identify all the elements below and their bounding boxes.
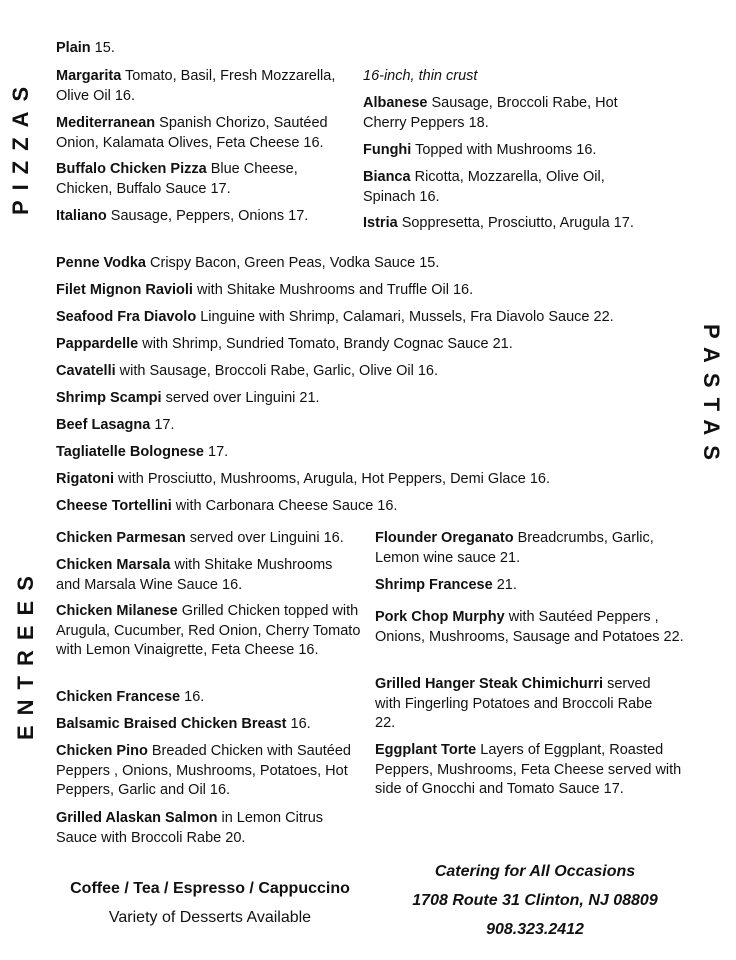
item-name: Eggplant Torte	[375, 742, 477, 758]
item-desc: served with Fingerling Potatoes and Broccoli Rabe 22.	[375, 676, 653, 731]
item-name: Margarita	[56, 68, 122, 84]
item-desc: 17.	[150, 417, 175, 433]
menu-item	[56, 497, 676, 517]
item-name: Buffalo Chicken Pizza	[56, 161, 207, 177]
item-name: Funghi	[363, 142, 412, 158]
menu-item	[56, 160, 311, 199]
item-desc: with Sautéed Peppers , Onions, Mushrooms, Sausage and Potatoes 22.	[375, 609, 684, 645]
item-desc: Linguine with Shrimp, Calamari, Mussels, Fra Diavolo Sauce 22.	[196, 309, 614, 325]
menu-item	[375, 608, 685, 647]
item-name: Chicken Milanese	[56, 603, 178, 619]
item-name: Grilled Alaskan Salmon	[56, 810, 218, 826]
menu-item	[56, 688, 366, 708]
pizza-size-note: 16-inch, thin crust	[363, 68, 478, 84]
item-name: Shrimp Francese	[375, 577, 493, 593]
item-desc: with Prosciutto, Mushrooms, Arugula, Hot Peppers, Demi Glace 16.	[114, 471, 550, 487]
item-name: Beef Lasagna	[56, 417, 151, 433]
item-desc: 16.	[180, 689, 205, 705]
menu-item	[363, 141, 663, 161]
catering-line: Catering for All Occasions	[434, 863, 636, 880]
footer-beverages	[40, 874, 380, 932]
item-name: Tagliatelle Bolognese	[56, 444, 204, 460]
item-desc: 17.	[204, 444, 229, 460]
item-name: Mediterranean	[56, 115, 156, 131]
item-desc: with Carbonara Cheese Sauce 16.	[171, 498, 398, 514]
menu-item	[56, 443, 676, 463]
item-name: Pappardelle	[56, 336, 139, 352]
menu-item	[56, 470, 676, 490]
item-desc: 16.	[286, 716, 311, 732]
item-name: Chicken Parmesan	[56, 530, 186, 546]
menu-item	[375, 675, 675, 734]
item-name: Albanese	[363, 95, 428, 111]
item-desc: Grilled Chicken topped with Arugula, Cucumber, Red Onion, Cherry Tomato with Lemon Vinaigrette, Feta Cheese 16.	[56, 603, 361, 658]
item-name: Pork Chop Murphy	[375, 609, 505, 625]
menu-item	[56, 281, 676, 301]
footer-contact	[380, 857, 690, 944]
desserts-line: Variety of Desserts Available	[108, 909, 312, 926]
item-name: Istria	[363, 215, 398, 231]
item-desc: Breadcrumbs, Garlic, Lemon wine sauce 21.	[375, 530, 654, 566]
item-name: Chicken Marsala	[56, 557, 171, 573]
item-desc: Sausage, Peppers, Onions 17.	[106, 208, 309, 224]
item-desc: with Shitake Mushrooms and Truffle Oil 16.	[192, 282, 474, 298]
phone-line: 908.323.2412	[486, 921, 584, 938]
item-name: Rigatoni	[56, 471, 114, 487]
item-name: Filet Mignon Ravioli	[56, 282, 193, 298]
menu-item	[56, 39, 356, 59]
item-desc: Ricotta, Mozzarella, Olive Oil, Spinach 16.	[363, 169, 605, 205]
menu-item	[56, 809, 346, 848]
item-name: Flounder Oreganato	[375, 530, 514, 546]
item-name: Italiano	[56, 208, 107, 224]
item-name: Plain	[56, 40, 91, 56]
item-name: Penne Vodka	[56, 255, 146, 271]
item-desc: Layers of Eggplant, Roasted Peppers, Mushrooms, Feta Cheese served with side of Gnocchi and Tomato Sauce 17.	[375, 742, 682, 797]
section-label-entrees: ENTREES	[13, 566, 38, 740]
item-name: Shrimp Scampi	[56, 390, 162, 406]
section-label-pastas: PASTAS	[699, 324, 724, 470]
menu-item	[56, 389, 676, 409]
item-name: Cavatelli	[56, 363, 116, 379]
menu-item	[375, 529, 695, 568]
menu-item	[56, 254, 676, 274]
item-desc: served over Linguini 21.	[161, 390, 320, 406]
menu-item	[56, 556, 356, 595]
item-name: Balsamic Braised Chicken Breast	[56, 716, 287, 732]
item-name: Chicken Pino	[56, 743, 148, 759]
menu-item	[363, 94, 653, 133]
item-desc: in Lemon Citrus Sauce with Broccoli Rabe 20.	[56, 810, 324, 846]
menu-item	[56, 207, 356, 227]
item-desc: Spanish Chorizo, Sautéed Onion, Kalamata Olives, Feta Cheese 16.	[56, 115, 328, 151]
item-desc: Topped with Mushrooms 16.	[411, 142, 597, 158]
item-name: Seafood Fra Diavolo	[56, 309, 197, 325]
menu-item	[363, 214, 683, 234]
menu-item	[375, 741, 695, 800]
item-desc: Tomato, Basil, Fresh Mozzarella, Olive Oil 16.	[56, 68, 336, 104]
menu-item	[56, 114, 351, 153]
menu-item	[56, 362, 676, 382]
item-desc: Blue Cheese, Chicken, Buffalo Sauce 17.	[56, 161, 298, 197]
menu-item	[56, 715, 366, 735]
item-name: Cheese Tortellini	[56, 498, 172, 514]
item-desc: with Sausage, Broccoli Rabe, Garlic, Olive Oil 16.	[115, 363, 439, 379]
menu-item	[56, 308, 686, 328]
menu-item	[56, 335, 676, 355]
section-label-pizzas: PIZZAS	[8, 76, 33, 215]
menu-item	[56, 416, 676, 436]
item-desc: with Shrimp, Sundried Tomato, Brandy Cognac Sauce 21.	[138, 336, 513, 352]
item-desc: 15.	[90, 40, 115, 56]
item-desc: served over Linguini 16.	[185, 530, 344, 546]
item-desc: Sausage, Broccoli Rabe, Hot Cherry Peppers 18.	[363, 95, 618, 131]
menu-item	[56, 529, 366, 549]
menu-item	[56, 742, 368, 801]
drinks-line: Coffee / Tea / Espresso / Cappuccino	[70, 880, 350, 897]
item-name: Bianca	[363, 169, 411, 185]
item-desc: Soppresetta, Prosciutto, Arugula 17.	[397, 215, 634, 231]
item-desc: with Shitake Mushrooms and Marsala Wine Sauce 16.	[56, 557, 333, 593]
item-desc: 21.	[492, 577, 517, 593]
address-line: 1708 Route 31 Clinton, NJ 08809	[412, 892, 658, 909]
item-desc: Crispy Bacon, Green Peas, Vodka Sauce 15.	[145, 255, 440, 271]
menu-item	[56, 602, 366, 661]
item-name: Chicken Francese	[56, 689, 181, 705]
menu-item	[375, 576, 695, 596]
item-name: Grilled Hanger Steak Chimichurri	[375, 676, 604, 692]
menu-item	[56, 67, 356, 106]
item-desc: Breaded Chicken with Sautéed Peppers , Onions, Mushrooms, Potatoes, Hot Peppers, Garlic and Oil 16.	[56, 743, 351, 798]
menu-item	[363, 168, 633, 207]
